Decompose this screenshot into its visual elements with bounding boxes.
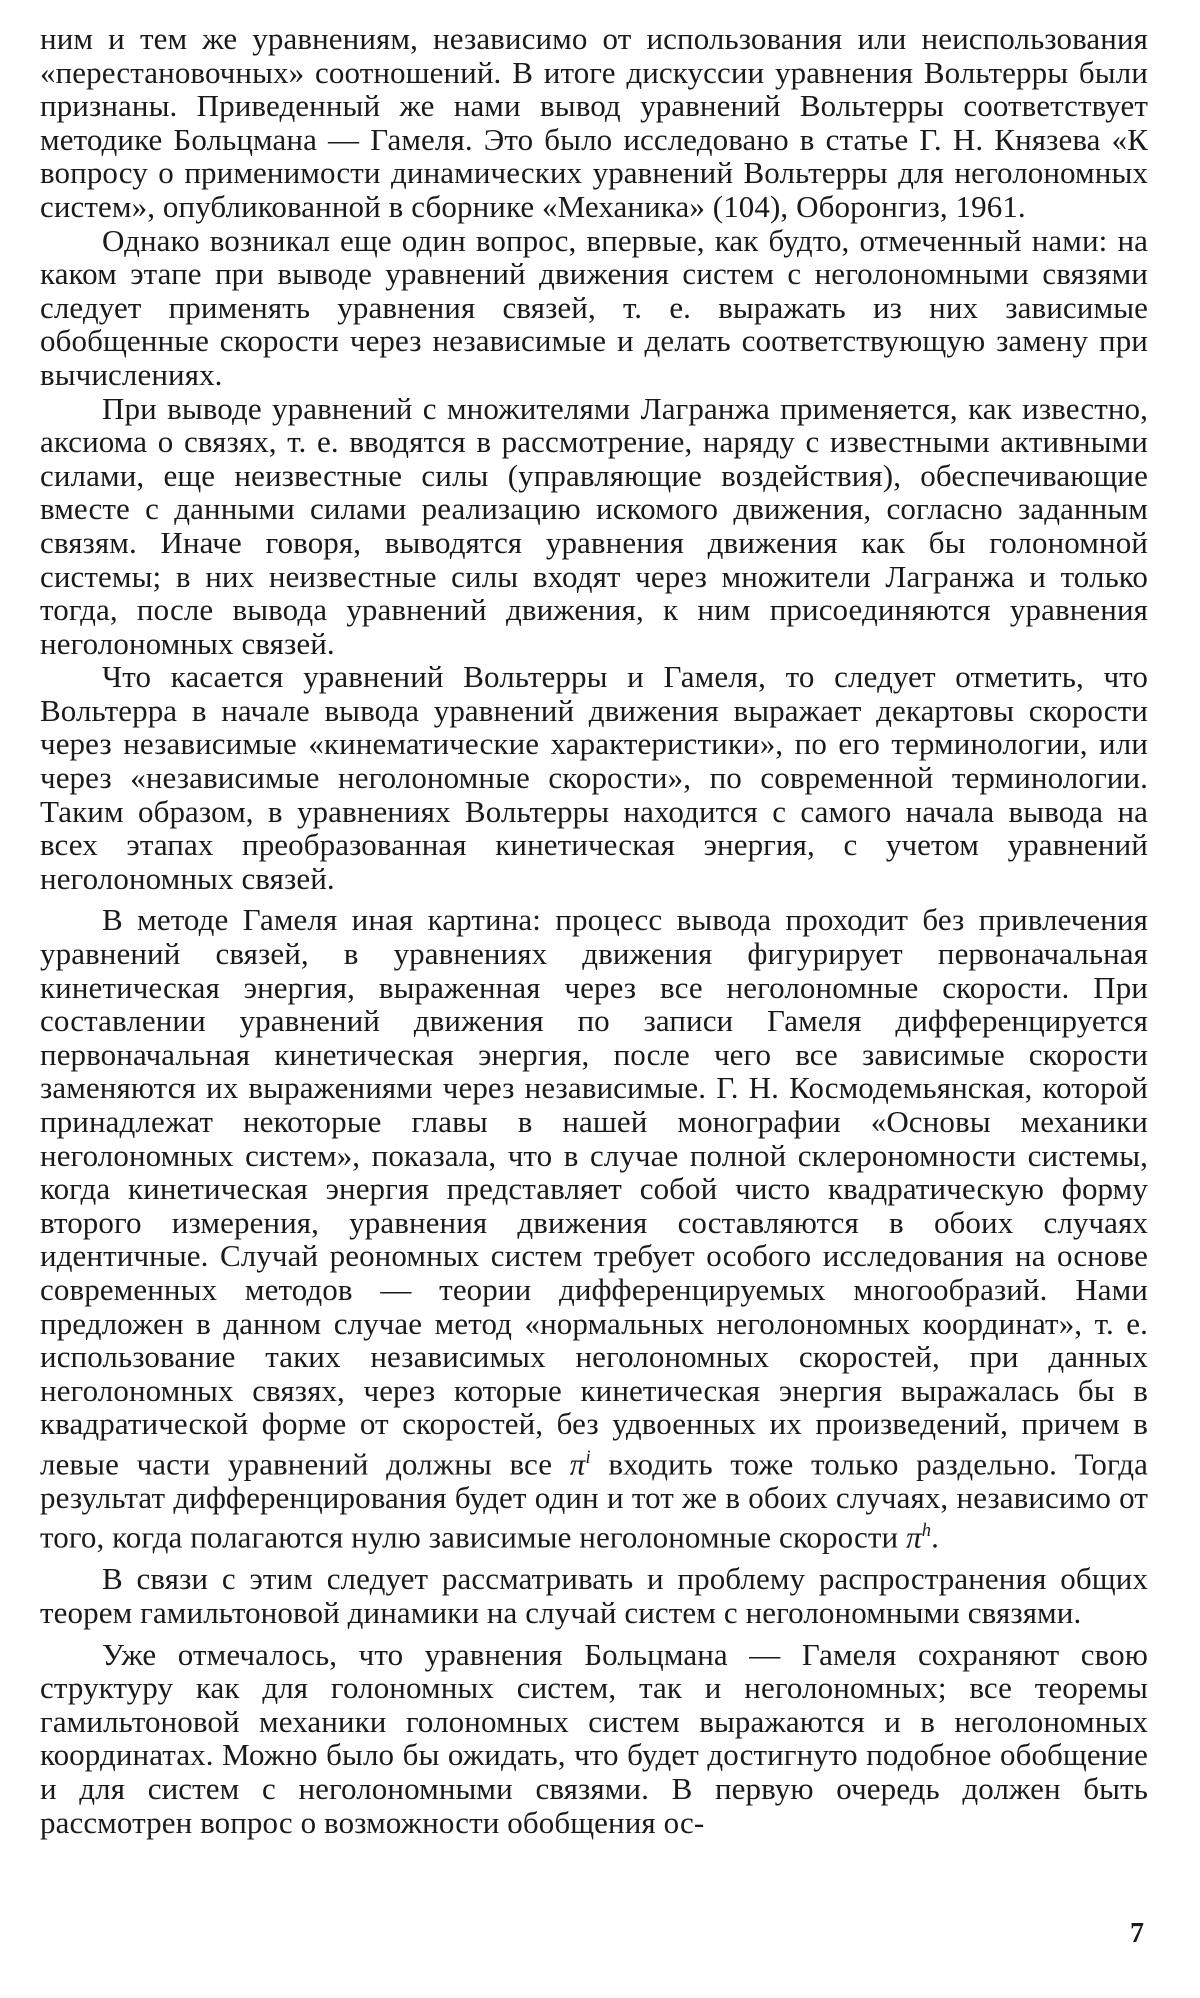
paragraph-hamiltonian: В связи с этим следует рассматривать и проблему распространения общих теорем гамильтоновой динамики на случай систем с неголономными связями. xyxy=(40,1561,1148,1630)
paragraph-generalization: Уже отмечалось, что уравнения Больцмана — Гамеля сохраняют свою структуру как для голономных систем, так и неголономных; все теоремы гамильтоновой механики голономных систем выражаются и в неголономных координатах. Можно было бы ожидать, что будет достигнуто подобное обобщение и для систем с неголономными связями. В первую очередь должен быть рассмотрен вопрос о возможности обобщения ос- xyxy=(40,1636,1148,1840)
paragraph-hamel: В методе Гамеля иная картина: процесс вывода проходит без привлечения уравнений связей, в уравнениях движения фигурирует первоначальная кинетическая энергия, выраженная через все неголономные скорости. При составлении уравнений движения по записи Гамеля дифференцируется первоначальная кинетическая энергия, после чего все зависимые скорости заменяются их выражениями через независимые. Г. Н. Космодемьянская, которой принадлежат некоторые главы в нашей монографии «Основы механики неголономных систем», показала, что в случае полной склерономности системы, когда кинетическая энергия представляет собой чисто квадратическую форму второго измерения, уравнения движения составляются в обоих случаях идентичные. Случай реономных систем требует особого исследования на основе современных методов — теории дифференцируемых многообразий. Нами предложен в данном случае метод «нормальных неголономных координат», т. е. использование таких независимых неголономных скоростей, при данных неголономных связях, через которые кинетическая энергия выражалась бы в квадратической форме от скоростей, без удвоенных их произведений, причем в левые части уравнений должны все $\pi^i$ входить тоже только раздельно. Тогда результат дифференцирования будет один и тот же в обоих случаях, независимо от того, когда полагаются нулю зависимые неголономные скорости $\pi^h$. xyxy=(40,902,1148,1555)
paragraph-lagrange: При выводе уравнений с множителями Лагранжа применяется, как известно, аксиома о связях, т. е. вводятся в рассмотрение, наряду с известными активными силами, еще неизвестные силы (управляющие воздействия), обеспечивающие вместе с данными силами реализацию искомого движения, согласно заданным связям. Иначе говоря, выводятся уравнения движения как бы голономной системы; в них неизвестные силы входят через множители Лагранжа и только тогда, после вывода уравнений движения, к ним присоединяются уравнения неголономных связей. xyxy=(40,390,1148,661)
page-number: 7 xyxy=(1130,1918,1144,1949)
paragraph-continuation: ним и тем же уравнениям, независимо от использования или неиспользования «перестановочных» соотношений. В итоге дискуссии уравнения Вольтерры были признаны. Приведенный же нами вывод уравнений Вольтерры соответствует методике Больцмана — Гамеля. Это было исследовано в статье Г. Н. Князева «К вопросу о применимости динамических уравнений Вольтерры для неголономных систем», опубликованной в сборнике «Механика» (104), Оборонгиз, 1961. xyxy=(40,21,1148,224)
page-body xyxy=(40,22,1148,1839)
paragraph-volterra: Что касается уравнений Вольтерры и Гамеля, то следует отметить, что Вольтерра в начале вывода уравнений движения выражает декартовы скорости через независимые «кинематические характеристики», по его терминологии, или через «независимые неголономные скорости», по современной терминологии. Таким образом, в уравнениях Вольтерры находится с самого начала вывода на всех этапах преобразованная кинетическая энергия, с учетом уравнений неголономных связей. xyxy=(40,659,1148,896)
paragraph-question: Однако возникал еще один вопрос, впервые, как будто, отмеченный нами: на каком этапе при выводе уравнений движения систем с неголономными связями следует применять уравнения связей, т. е. выражать из них зависимые обобщенные скорости через независимые и делать соответствующую замену при вычислениях. xyxy=(40,222,1148,392)
